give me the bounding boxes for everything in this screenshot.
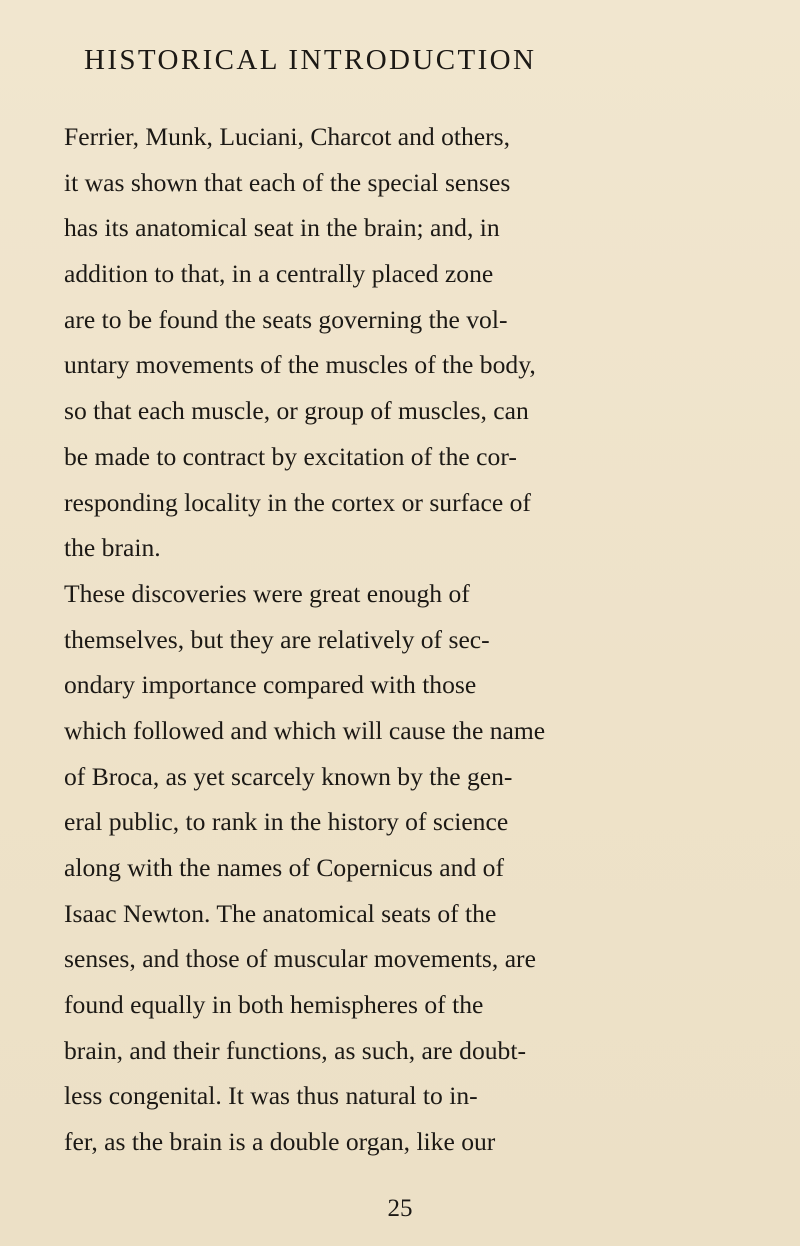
- text-line: has its anatomical seat in the brain; and, in: [64, 213, 500, 243]
- text-line: These discoveries were great enough of: [64, 578, 470, 608]
- text-line: senses, and those of muscular movements, are: [64, 944, 536, 974]
- text-line: untary movements of the muscles of the body,: [64, 350, 536, 380]
- text-line: are to be found the seats governing the vol-: [64, 304, 508, 334]
- text-line: themselves, but they are relatively of sec-: [64, 624, 490, 654]
- text-line: Ferrier, Munk, Luciani, Charcot and others,: [64, 122, 511, 151]
- text-line: so that each muscle, or group of muscles, can: [64, 396, 529, 426]
- text-line: be made to contract by excitation of the cor-: [64, 441, 517, 471]
- text-line: found equally in both hemispheres of the: [64, 990, 484, 1020]
- text-line: the brain.: [64, 533, 161, 563]
- running-head: HISTORICAL INTRODUCTION: [84, 44, 537, 76]
- text-line: of Broca, as yet scarcely known by the gen-: [64, 761, 513, 791]
- text-line: eral public, to rank in the history of science: [64, 807, 509, 837]
- page-number: 25: [387, 1195, 413, 1222]
- text-line: brain, and their functions, as such, are doubt-: [64, 1035, 526, 1065]
- text-line: along with the names of Copernicus and of: [64, 853, 504, 882]
- text-line: Isaac Newton. The anatomical seats of the: [64, 898, 497, 928]
- text-line: responding locality in the cortex or surface of: [64, 487, 531, 517]
- text-line: ondary importance compared with those: [64, 670, 477, 700]
- text-line: less congenital. It was thus natural to in-: [64, 1081, 478, 1111]
- text-line: fer, as the brain is a double organ, like our: [64, 1127, 496, 1157]
- text-line: which followed and which will cause the name: [64, 715, 546, 745]
- text-line: it was shown that each of the special senses: [64, 167, 511, 197]
- body-text: [64, 114, 728, 1165]
- text-line: addition to that, in a centrally placed zone: [64, 259, 494, 289]
